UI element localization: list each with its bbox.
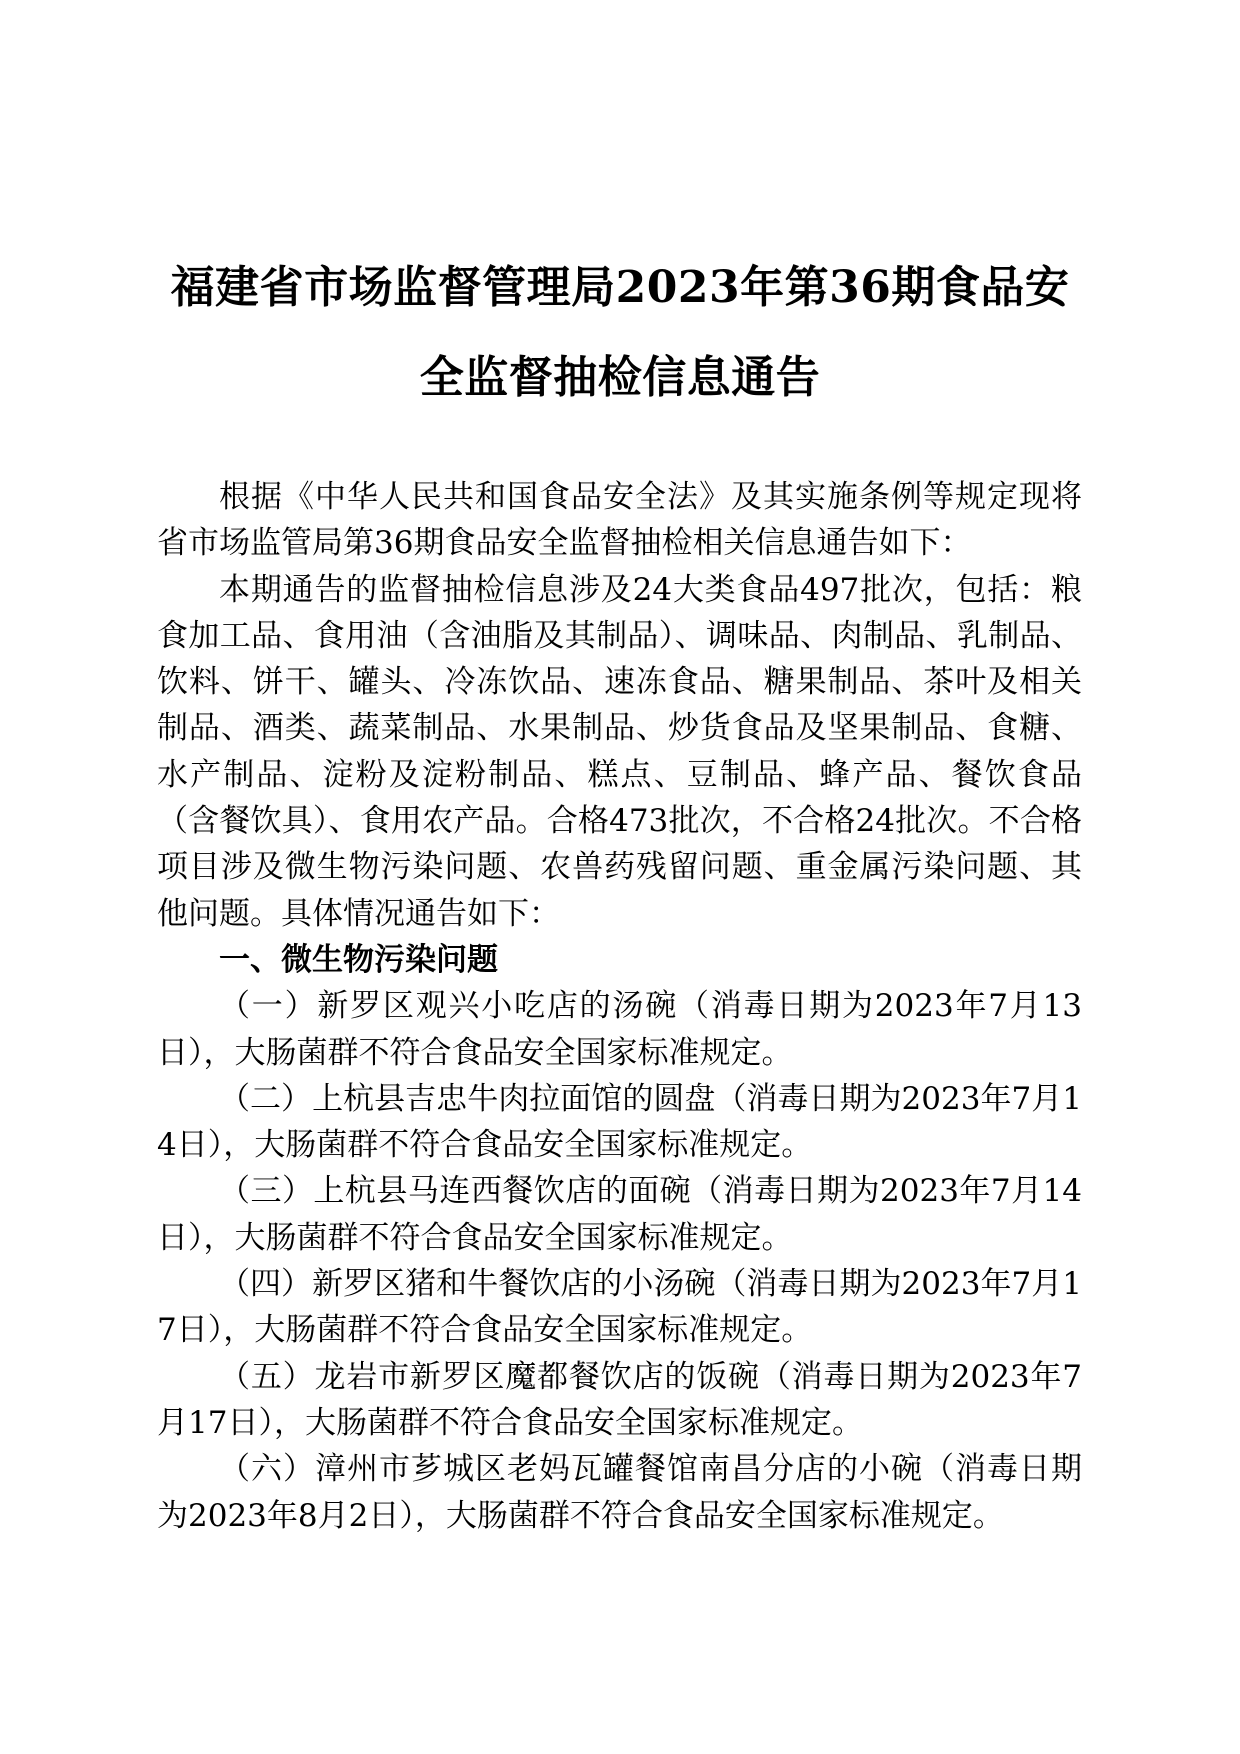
section-heading-microbial: 一、微生物污染问题 [219, 941, 498, 978]
list-item: （四）新罗区猪和牛餐饮店的小汤碗（消毒日期为2023年7月17日），大肠菌群不符合食品安全国家标准规定。 [157, 1266, 1082, 1349]
intro-paragraph: 根据《中华人民共和国食品安全法》及其实施条例等规定现将省市场监管局第36期食品安全监督抽检相关信息通告如下： [157, 479, 1082, 562]
document-body [157, 474, 1082, 1539]
document-title-line-2: 全监督抽检信息通告 [419, 352, 821, 403]
scope-paragraph: 本期通告的监督抽检信息涉及24大类食品497批次，包括：粮食加工品、食用油（含油脂及其制品）、调味品、肉制品、乳制品、饮料、饼干、罐头、冷冻饮品、速冻食品、糖果制品、茶叶及相关制品、酒类、蔬菜制品、水果制品、炒货食品及坚果制品、食糖、水产制品、淀粉及淀粉制品、糕点、豆制品、蜂产品、餐饮食品（含餐饮具）、食用农产品。合格473批次，不合格24批次。不合格项目涉及微生物污染问题、农兽药残留问题、重金属污染问题、其他问题。具体情况通告如下： [157, 571, 1082, 932]
list-item: （三）上杭县马连西餐饮店的面碗（消毒日期为2023年7月14日），大肠菌群不符合食品安全国家标准规定。 [157, 1173, 1082, 1256]
list-item: （一）新罗区观兴小吃店的汤碗（消毒日期为2023年7月13日），大肠菌群不符合食品安全国家标准规定。 [157, 988, 1082, 1071]
list-item: （六）漳州市芗城区老妈瓦罐餐馆南昌分店的小碗（消毒日期为2023年8月2日），大肠菌群不符合食品安全国家标准规定。 [157, 1451, 1082, 1534]
list-item: （五）龙岩市新罗区魔都餐饮店的饭碗（消毒日期为2023年7月17日），大肠菌群不符合食品安全国家标准规定。 [157, 1358, 1082, 1441]
list-item: （二）上杭县吉忠牛肉拉面馆的圆盘（消毒日期为2023年7月14日），大肠菌群不符合食品安全国家标准规定。 [157, 1080, 1082, 1164]
document-title-line-1: 福建省市场监督管理局2023年第36期食品安 [170, 262, 1070, 313]
